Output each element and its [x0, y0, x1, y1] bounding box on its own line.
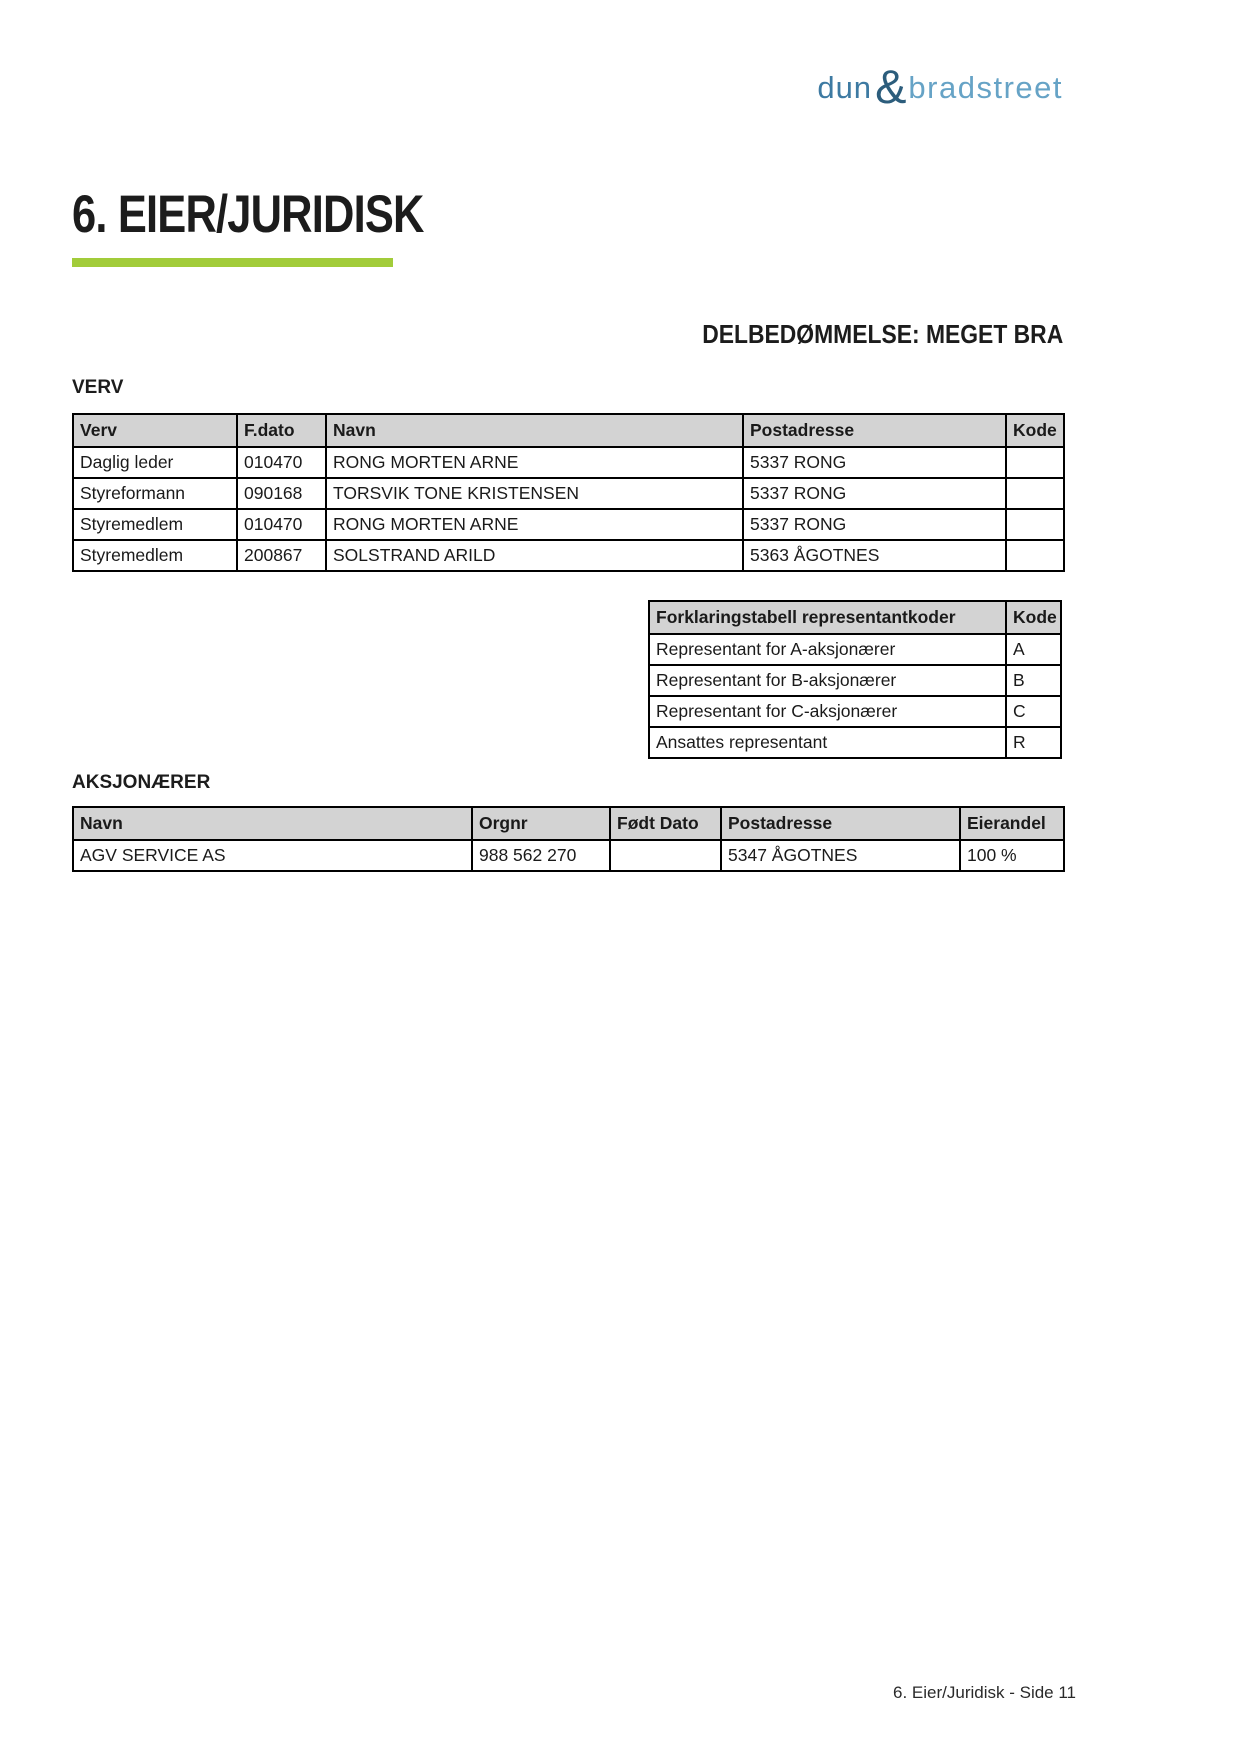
- table-cell: Styremedlem: [73, 540, 237, 571]
- table-cell: Daglig leder: [73, 447, 237, 478]
- table-cell: Ansattes representant: [649, 727, 1006, 758]
- verv-header-row: [73, 414, 1064, 447]
- table-cell: R: [1006, 727, 1061, 758]
- table-cell: 090168: [237, 478, 326, 509]
- table-cell: 200867: [237, 540, 326, 571]
- table-cell: 5337 RONG: [743, 509, 1006, 540]
- table-row: [73, 509, 1064, 540]
- table-row: [649, 727, 1061, 758]
- verv-table: [72, 413, 1065, 572]
- table-cell: TORSVIK TONE KRISTENSEN: [326, 478, 743, 509]
- table-row: [73, 540, 1064, 571]
- aksjonaerer-header-navn: Navn: [73, 807, 472, 840]
- table-row: [649, 634, 1061, 665]
- table-cell: 010470: [237, 447, 326, 478]
- table-cell: Representant for A-aksjonærer: [649, 634, 1006, 665]
- aksjonaerer-header-fodt-dato: Født Dato: [610, 807, 721, 840]
- verv-header-verv: Verv: [73, 414, 237, 447]
- representantkoder-header-row: [649, 601, 1061, 634]
- table-row: [73, 447, 1064, 478]
- table-cell: RONG MORTEN ARNE: [326, 447, 743, 478]
- table-cell: 5337 RONG: [743, 447, 1006, 478]
- table-cell: [1006, 478, 1064, 509]
- representantkoder-header-kode: Kode: [1006, 601, 1061, 634]
- representantkoder-header-label: Forklaringstabell representantkoder: [649, 601, 1006, 634]
- table-cell: 5363 ÅGOTNES: [743, 540, 1006, 571]
- verv-header-navn: Navn: [326, 414, 743, 447]
- table-cell: RONG MORTEN ARNE: [326, 509, 743, 540]
- table-cell: A: [1006, 634, 1061, 665]
- dun-bradstreet-logo: dun & bradstreet: [817, 60, 1063, 113]
- table-cell: Representant for C-aksjonærer: [649, 696, 1006, 727]
- aksjonaerer-header-orgnr: Orgnr: [472, 807, 610, 840]
- table-cell: B: [1006, 665, 1061, 696]
- representantkoder-table: [648, 600, 1062, 759]
- aksjonaerer-header-row: [73, 807, 1064, 840]
- table-cell: AGV SERVICE AS: [73, 840, 472, 871]
- table-cell: Styremedlem: [73, 509, 237, 540]
- table-row: [73, 840, 1064, 871]
- aksjonaerer-header-postadresse: Postadresse: [721, 807, 960, 840]
- footer-page-label: 6. Eier/Juridisk - Side 11: [893, 1683, 1076, 1702]
- table-cell: 5347 ÅGOTNES: [721, 840, 960, 871]
- table-cell: [610, 840, 721, 871]
- table-cell: [1006, 540, 1064, 571]
- aksjonaerer-section-heading: AKSJONÆRER: [72, 772, 211, 793]
- aksjonaerer-table: [72, 806, 1065, 872]
- table-cell: Representant for B-aksjonærer: [649, 665, 1006, 696]
- table-cell: 988 562 270: [472, 840, 610, 871]
- table-cell: [1006, 509, 1064, 540]
- aksjonaerer-header-eierandel: Eierandel: [960, 807, 1064, 840]
- table-cell: 010470: [237, 509, 326, 540]
- verv-header-postadresse: Postadresse: [743, 414, 1006, 447]
- logo-text-bradstreet: bradstreet: [908, 70, 1063, 105]
- table-cell: C: [1006, 696, 1061, 727]
- table-row: [649, 696, 1061, 727]
- verv-section-heading: VERV: [72, 377, 124, 398]
- table-cell: 100 %: [960, 840, 1064, 871]
- verv-header-fdato: F.dato: [237, 414, 326, 447]
- table-row: [649, 665, 1061, 696]
- table-cell: SOLSTRAND ARILD: [326, 540, 743, 571]
- table-row: [73, 478, 1064, 509]
- logo-text-dun: dun: [817, 70, 873, 105]
- table-cell: Styreformann: [73, 478, 237, 509]
- table-cell: [1006, 447, 1064, 478]
- rating-heading: DELBEDØMMELSE: MEGET BRA: [701, 319, 1063, 349]
- table-cell: 5337 RONG: [743, 478, 1006, 509]
- title-accent-bar: [72, 258, 393, 267]
- verv-header-kode: Kode: [1006, 414, 1064, 447]
- page-title: 6. EIER/JURIDISK: [72, 185, 424, 244]
